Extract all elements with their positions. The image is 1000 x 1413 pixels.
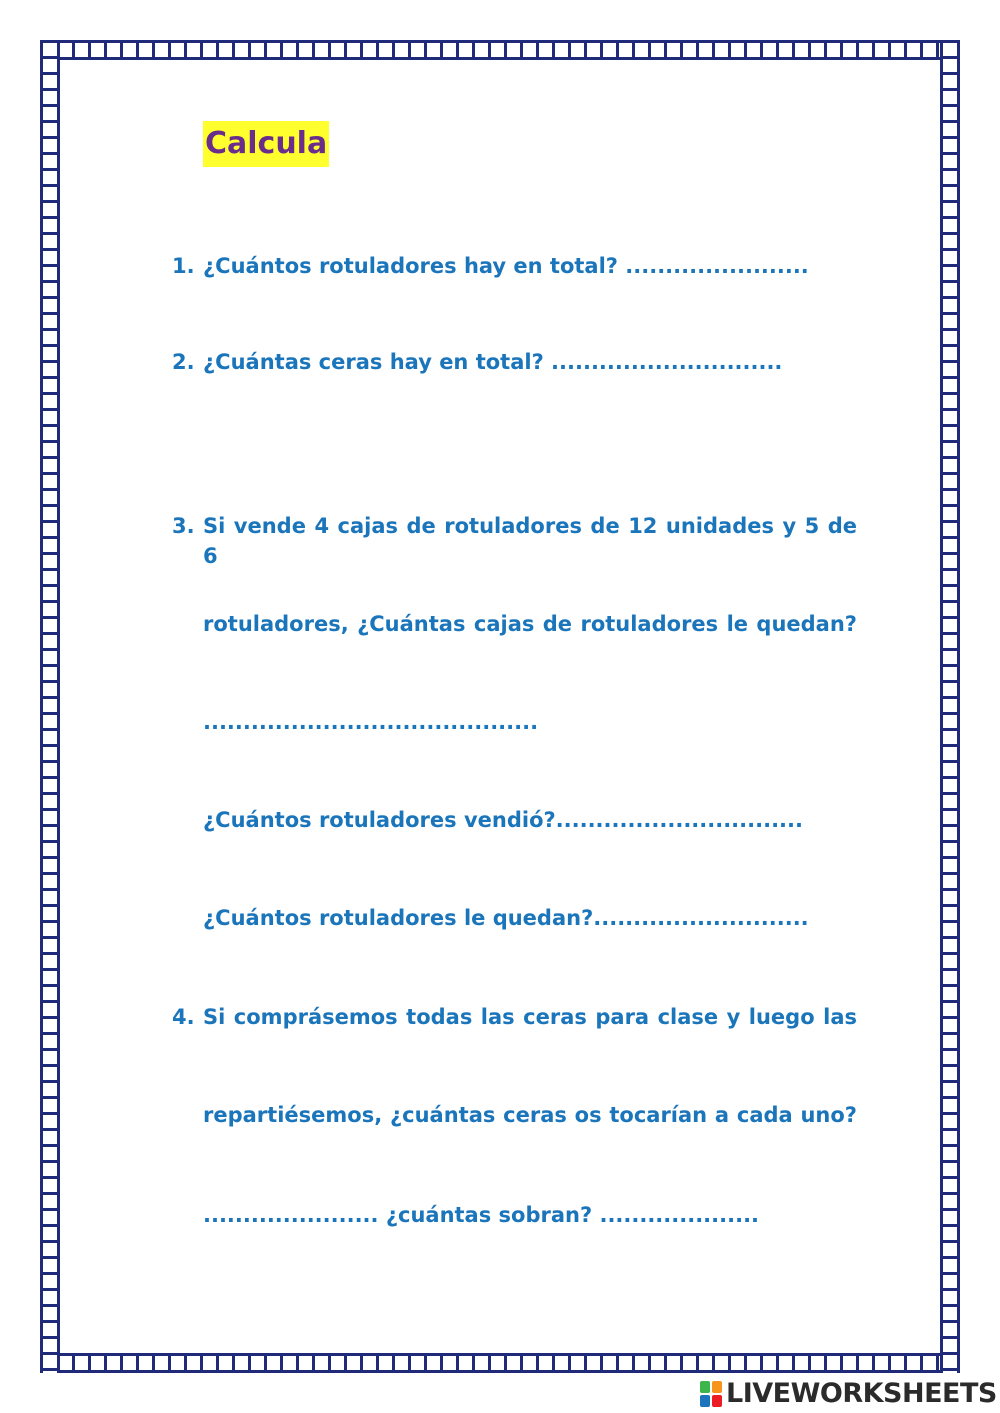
worksheet-title: Calcula xyxy=(203,121,329,167)
question-4-number: 4. xyxy=(172,1005,195,1029)
question-2-text: ¿Cuántas ceras hay en total? ............................. xyxy=(203,350,783,374)
question-4-line-1: Si comprásemos todas las ceras para clase y luego las xyxy=(203,1005,857,1029)
page-border-left xyxy=(40,40,60,1373)
logo-square-green xyxy=(700,1381,710,1393)
question-3-answer-blank: .......................................... xyxy=(203,710,539,734)
question-1-number: 1. xyxy=(172,254,195,278)
question-3-line-2: rotuladores, ¿Cuántas cajas de rotuladores le quedan? xyxy=(203,612,857,636)
page-border-right xyxy=(940,40,960,1373)
question-2-number: 2. xyxy=(172,350,195,374)
liveworksheets-logo-text: LIVEWORKSHEETS xyxy=(726,1378,997,1409)
page-border-top xyxy=(40,40,960,60)
question-3-sub-2: ¿Cuántos rotuladores le quedan?........................... xyxy=(203,906,809,930)
question-4-line-2: repartiésemos, ¿cuántas ceras os tocarían a cada uno? xyxy=(203,1103,857,1127)
liveworksheets-logo xyxy=(700,1378,997,1409)
question-3-number: 3. xyxy=(172,514,195,538)
question-3-line-1: Si vende 4 cajas de rotuladores de 12 unidades y 5 de 6 xyxy=(203,514,857,568)
question-3-sub-1: ¿Cuántos rotuladores vendió?............................... xyxy=(203,808,803,832)
logo-square-red xyxy=(712,1395,722,1407)
logo-square-blue xyxy=(700,1395,710,1407)
liveworksheets-logo-icon xyxy=(700,1381,722,1407)
page-border-bottom xyxy=(40,1353,960,1373)
logo-square-orange xyxy=(712,1381,722,1393)
question-4-line-3: ...................... ¿cuántas sobran? .................... xyxy=(203,1203,760,1227)
question-1-text: ¿Cuántos rotuladores hay en total? ....................... xyxy=(203,254,809,278)
